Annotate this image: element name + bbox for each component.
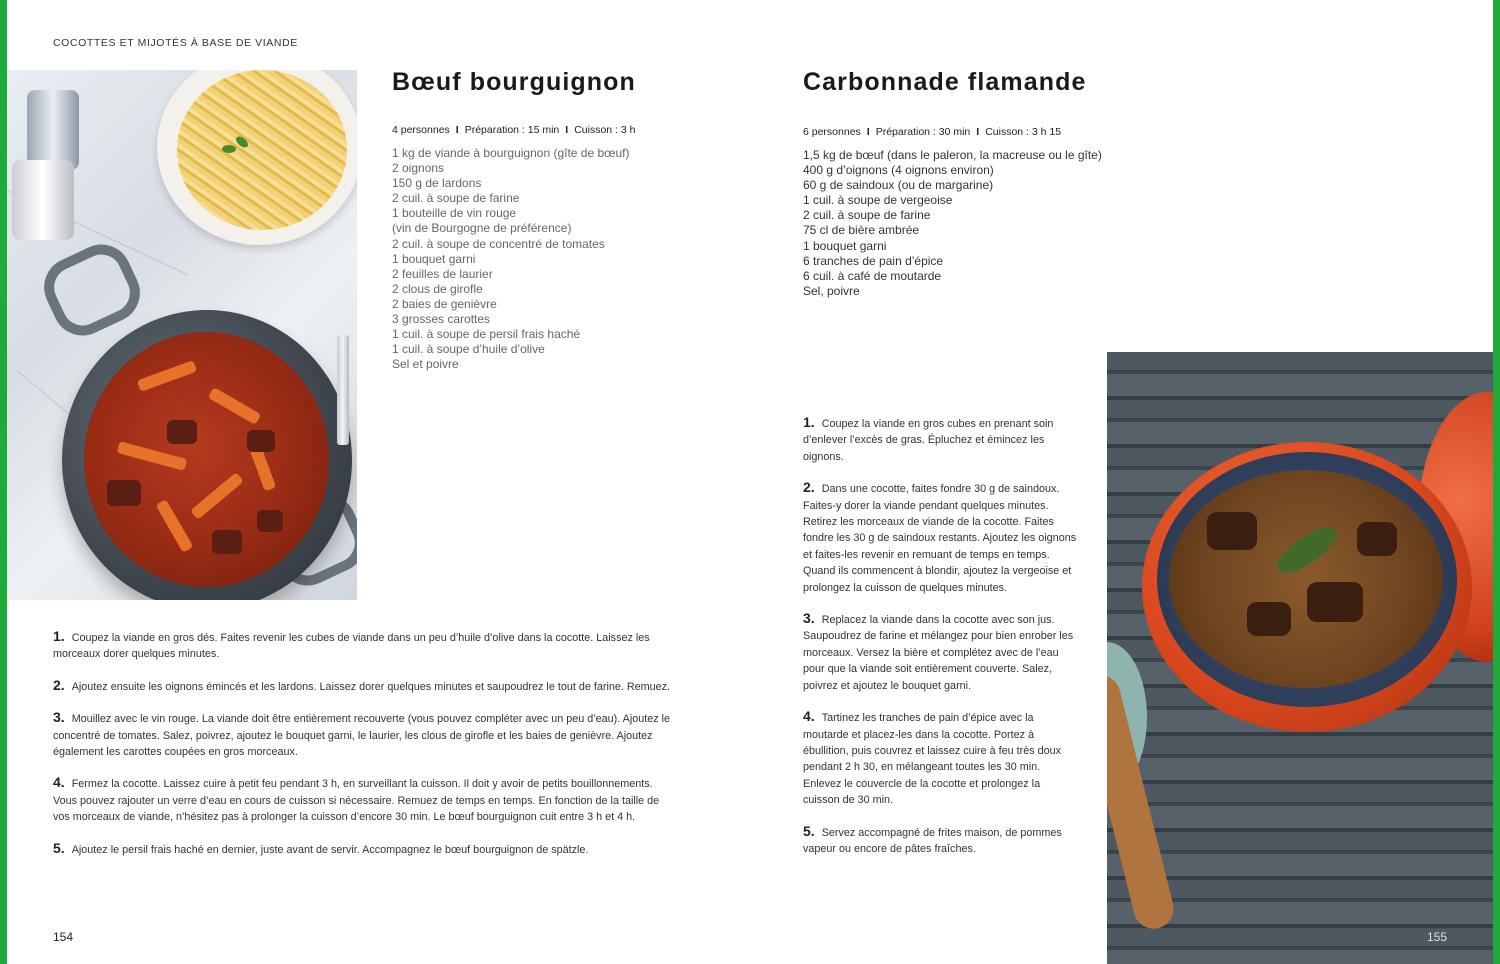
spaetzle [177, 70, 347, 230]
step [53, 628, 673, 663]
steps-list-left [53, 628, 673, 872]
ingredient: 1 bouquet garni [392, 251, 476, 266]
salt-shaker-icon [12, 160, 74, 240]
ingredient: 150 g de lardons [392, 176, 482, 191]
page-number-left: 154 [53, 930, 74, 944]
ingredient: Sel et poivre [392, 357, 459, 372]
step [803, 610, 1078, 694]
ingredient: 2 cuil. à soupe de farine [392, 191, 520, 206]
step [53, 840, 673, 858]
section-header: COCOTTES ET MIJOTÉS À BASE DE VIANDE [53, 37, 298, 49]
step-text: Dans une cocotte, faites fondre 30 g de saindoux. Faites-y dorer la viande pendant quelques minutes. Retirez les morceaux de viande de la cocotte. Faites fondre les 30 g de saindoux restants. Ajoutez les oignons et faites-les revenir en remuant de temps en temps. Quand ils commencent à blondir, ajoutez la vergeoise et prolongez la cuisson de quelques minutes. [803, 483, 1077, 594]
step [803, 708, 1078, 808]
step-text: Mouillez avec le vin rouge. La viande doit être entièrement recouverte (vous pouvez compléter avec un peu d’eau). Ajoutez le concentré de tomates. Salez, poivrez, ajoutez le bouquet garni, le laurier, les clous de girofle et les baies de genièvre. Ajoutez également les carottes coupées en gros morceaux. [53, 713, 671, 759]
step-number: 5. [53, 839, 65, 856]
ingredient: 2 cuil. à soupe de concentré de tomates [392, 236, 605, 251]
ingredient: 60 g de saindoux (ou de margarine) [803, 178, 994, 193]
ingredient: 2 feuilles de laurier [392, 266, 493, 281]
step [53, 774, 673, 825]
servings: 4 personnes [392, 124, 450, 136]
step-text: Ajoutez ensuite les oignons émincés et les lardons. Laissez dorer quelques minutes et saupoudrez le tout de farine. Remuez. [71, 680, 671, 693]
step [53, 677, 673, 695]
green-border-right [1493, 0, 1500, 964]
ingredient: 6 cuil. à café de moutarde [803, 268, 942, 283]
step [803, 823, 1078, 858]
servings: 6 personnes [803, 126, 861, 138]
ingredient: 3 grosses carottes [392, 312, 491, 327]
step-text: Servez accompagné de frites maison, de pommes vapeur ou encore de pâtes fraîches. [803, 826, 1062, 855]
carbonnade-photo [1107, 352, 1493, 964]
cook-time: Cuisson : 3 h [574, 124, 636, 136]
step-text: Tartinez les tranches de pain d’épice avec la moutarde et placez-les dans la cocotte. Portez à ébullition, puis couvrez et laissez cuire à feu très doux pendant 2 h 30, en mélangeant toutes les 30 min. Enlevez le couvercle de la cocotte et prolongez la cuisson de 30 min. [803, 712, 1062, 807]
ingredient: 1 cuil. à soupe de persil frais haché [392, 327, 581, 342]
step-number: 1. [803, 414, 815, 430]
ingredients-list-left [392, 146, 630, 372]
page-number-right: 155 [1427, 930, 1448, 944]
ingredient: 1 bouquet garni [803, 238, 887, 253]
stew [84, 332, 329, 587]
step-number: 1. [53, 628, 65, 644]
ingredient: Sel, poivre [803, 283, 860, 298]
ingredient: 1 kg de viande à bourguignon (gîte de bœuf) [392, 146, 630, 160]
cook-time: Cuisson : 3 h 15 [985, 126, 1062, 138]
step-number: 4. [803, 708, 815, 725]
step [53, 709, 673, 760]
step-text: Replacez la viande dans la cocotte avec son jus. Saupoudrez de farine et mélangez pour bien enrober les morceaux. Versez la bière et complétez avec de l’eau pour que la viande soit entièrement couverte. Salez, poivrez et ajoutez le bouquet garni. [803, 614, 1074, 692]
prep-time: Préparation : 30 min [875, 126, 971, 138]
steps-list-right [803, 414, 1078, 871]
step-number: 4. [53, 774, 65, 791]
step-number: 2. [53, 676, 65, 693]
boeuf-bourguignon-photo [7, 70, 357, 600]
ingredient: 1,5 kg de bœuf (dans le paleron, la macreuse ou le gîte) [803, 148, 1102, 162]
ingredient: 1 cuil. à soupe de vergeoise [803, 193, 953, 208]
ingredient: 1 bouteille de vin rouge [392, 206, 517, 221]
ingredient: 2 cuil. à soupe de farine [803, 208, 931, 223]
ingredient: 75 cl de bière ambrée [803, 223, 920, 238]
prep-time: Préparation : 15 min [464, 124, 560, 136]
ingredients-list-right [803, 148, 1102, 299]
step [803, 479, 1078, 596]
step-number: 3. [803, 610, 815, 627]
ingredient: 2 baies de genièvre [392, 296, 497, 311]
ingredient: 400 g d’oignons (4 oignons environ) [803, 163, 994, 178]
recipe-title-boeuf-bourguignon: Bœuf bourguignon [392, 68, 636, 96]
pepper-mill-icon [27, 90, 79, 170]
ingredient: (vin de Bourgogne de préférence) [392, 221, 572, 236]
recipe-meta-left: 4 personnes I Préparation : 15 min I Cuisson : 3 h [392, 124, 636, 136]
recipe-meta-right: 6 personnes I Préparation : 30 min I Cuisson : 3 h 15 [803, 126, 1062, 138]
step-number: 3. [53, 709, 65, 726]
step-number: 2. [803, 479, 815, 496]
step [803, 414, 1078, 465]
ingredient: 2 oignons [392, 161, 445, 176]
recipe-title-carbonnade: Carbonnade flamande [803, 68, 1087, 96]
step-text: Ajoutez le persil frais haché en dernier, juste avant de servir. Accompagnez le bœuf bourguignon de spätzle. [71, 843, 589, 856]
ingredient: 2 clous de girofle [392, 281, 483, 296]
beef-stew [1169, 470, 1443, 688]
step-text: Coupez la viande en gros cubes en prenant soin d’enlever l’excès de gras. Épluchez et émincez les oignons. [803, 418, 1054, 463]
step-text: Coupez la viande en gros dés. Faites revenir les cubes de viande dans un peu d’huile d’olive dans la cocotte. Laissez les morceaux dorer quelques minutes. [53, 632, 650, 661]
ingredient: 1 cuil. à soupe d’huile d’olive [392, 342, 545, 357]
step-text: Fermez la cocotte. Laissez cuire à petit feu pendant 3 h, en surveillant la cuisson. Il doit y avoir de petits bouillonnements. Vous pouvez rajouter un verre d’eau en cours de cuisson si nécessaire. Remuez de temps en temps. En fonction de la taille de vos morceaux de viande, n’hésitez pas à prolonger la cuisson d’encore 30 min. Le bœuf bourguignon cuit entre 3 h et 4 h. [53, 778, 660, 824]
green-border-left [0, 0, 7, 964]
step-number: 5. [803, 822, 815, 839]
fork-icon [337, 335, 349, 445]
ingredient: 6 tranches de pain d’épice [803, 253, 944, 268]
